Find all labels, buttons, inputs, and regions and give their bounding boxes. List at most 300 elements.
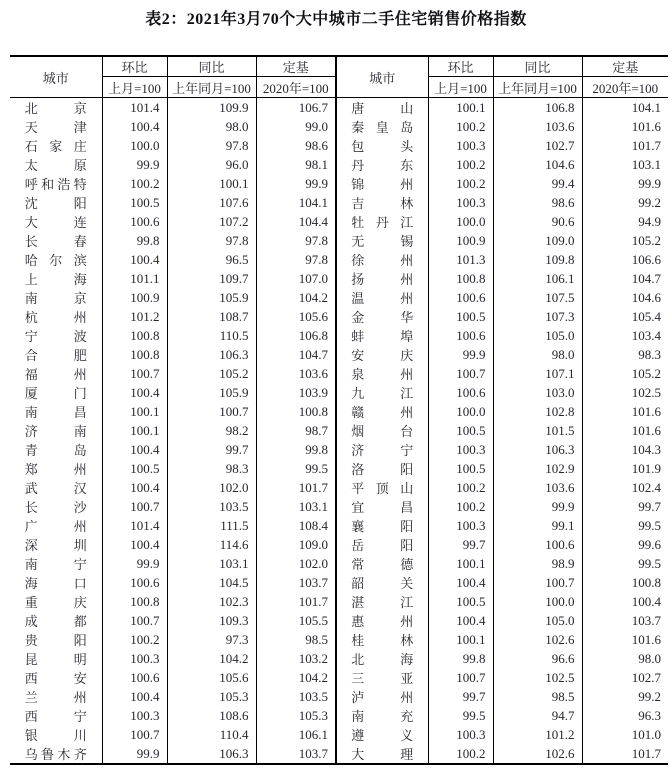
index-value-cell: 100.8	[428, 269, 493, 288]
index-value-cell: 100.2	[428, 744, 493, 764]
city-cell	[336, 326, 428, 345]
city-name: 平 顶 山	[351, 481, 414, 496]
index-value-cell: 108.4	[256, 516, 336, 535]
index-value-cell: 102.0	[256, 554, 336, 573]
index-value-cell: 100.1	[428, 630, 493, 649]
city-name: 洛 阳	[351, 462, 414, 477]
city-cell	[336, 98, 428, 118]
index-value-cell: 107.0	[256, 269, 336, 288]
index-value-cell: 100.3	[428, 136, 493, 155]
city-cell	[10, 554, 102, 573]
city-cell	[336, 193, 428, 212]
city-cell	[10, 516, 102, 535]
index-value-cell: 98.2	[167, 421, 256, 440]
index-value-cell: 99.7	[167, 440, 256, 459]
index-value-cell: 103.5	[256, 687, 336, 706]
city-name: 大 连	[24, 215, 87, 230]
index-value-cell: 104.6	[631, 289, 661, 305]
city-cell	[10, 573, 102, 592]
index-value-cell: 100.2	[102, 174, 167, 193]
city-name: 长 春	[24, 234, 87, 249]
index-value-cell: 99.9	[102, 744, 167, 764]
index-value-cell: 103.6	[493, 117, 582, 136]
index-value-cell: 100.6	[428, 326, 493, 345]
index-value-cell: 103.7	[256, 744, 336, 764]
city-cell	[336, 497, 428, 516]
index-value-cell: 100.4	[102, 117, 167, 136]
city-name: 西 宁	[24, 709, 87, 724]
city-cell	[336, 535, 428, 554]
index-value-cell: 97.3	[167, 630, 256, 649]
index-value-cell: 106.1	[256, 725, 336, 744]
index-value-cell: 103.1	[167, 554, 256, 573]
mom-base-label-left: 上月=100	[102, 77, 167, 98]
index-value-cell: 98.0	[493, 345, 582, 364]
city-name: 三 亚	[351, 671, 414, 686]
index-value-cell: 106.1	[493, 269, 582, 288]
index-value-cell: 111.5	[167, 516, 256, 535]
city-name: 惠 州	[351, 614, 414, 629]
city-cell	[336, 117, 428, 136]
index-value-cell: 96.5	[167, 250, 256, 269]
table-row	[10, 649, 668, 668]
index-value-cell: 101.5	[493, 421, 582, 440]
city-name: 蚌 埠	[351, 329, 414, 344]
index-value-cell: 99.7	[638, 498, 661, 514]
city-name: 九 江	[351, 386, 414, 401]
index-value-cell: 103.1	[631, 156, 661, 172]
index-value-cell: 100.3	[428, 440, 493, 459]
index-value-cell: 100.3	[102, 649, 167, 668]
index-value-cell: 99.8	[428, 649, 493, 668]
index-value-cell: 107.3	[493, 307, 582, 326]
table-row	[10, 250, 668, 269]
table-row	[10, 345, 668, 364]
index-value-cell: 103.2	[256, 649, 336, 668]
city-name: 郑 州	[24, 462, 87, 477]
city-name: 大 理	[351, 747, 414, 762]
index-value-cell: 110.4	[167, 725, 256, 744]
city-cell	[10, 497, 102, 516]
table-row	[10, 364, 668, 383]
city-cell	[336, 421, 428, 440]
index-value-cell: 108.7	[167, 307, 256, 326]
index-value-cell: 105.4	[631, 308, 661, 324]
table-row	[10, 611, 668, 630]
index-value-cell: 101.7	[256, 592, 336, 611]
city-name: 上 海	[24, 272, 87, 287]
table-row	[10, 459, 668, 478]
mom-group-header-left: 环比	[102, 56, 167, 77]
city-cell	[10, 117, 102, 136]
index-value-cell: 99.2	[638, 194, 661, 210]
index-value-cell: 99.9	[428, 345, 493, 364]
index-value-cell: 99.7	[428, 687, 493, 706]
city-cell	[10, 326, 102, 345]
index-value-cell: 100.8	[102, 326, 167, 345]
index-value-cell: 99.6	[638, 536, 661, 552]
index-value-cell: 100.4	[102, 383, 167, 402]
city-cell	[336, 687, 428, 706]
index-value-cell: 101.4	[102, 98, 167, 118]
city-cell	[10, 250, 102, 269]
index-value-cell: 103.6	[493, 478, 582, 497]
index-value-cell: 101.7	[256, 478, 336, 497]
index-value-cell: 102.7	[631, 669, 661, 685]
table-row	[10, 383, 668, 402]
index-value-cell: 100.1	[102, 421, 167, 440]
index-value-cell: 99.9	[102, 554, 167, 573]
index-value-cell: 100.2	[428, 478, 493, 497]
index-value-cell: 103.7	[256, 573, 336, 592]
index-value-cell: 99.0	[256, 117, 336, 136]
index-value-cell: 102.3	[167, 592, 256, 611]
city-cell	[10, 98, 102, 118]
index-value-cell: 104.3	[631, 441, 661, 457]
index-value-cell: 100.2	[428, 497, 493, 516]
city-name: 长 沙	[24, 500, 87, 515]
city-cell	[336, 155, 428, 174]
index-value-cell: 101.2	[493, 725, 582, 744]
index-value-cell: 105.6	[167, 668, 256, 687]
index-value-cell: 101.2	[102, 307, 167, 326]
index-value-cell: 100.4	[102, 250, 167, 269]
index-value-cell: 100.9	[102, 288, 167, 307]
table-row	[10, 402, 668, 421]
index-value-cell: 100.7	[493, 573, 582, 592]
city-cell	[10, 288, 102, 307]
city-name: 包 头	[351, 139, 414, 154]
city-cell	[10, 744, 102, 764]
city-name: 呼 和 浩 特	[24, 177, 87, 192]
index-value-cell: 105.5	[256, 611, 336, 630]
index-value-cell: 100.1	[102, 402, 167, 421]
index-value-cell: 105.9	[167, 288, 256, 307]
index-value-cell: 102.0	[167, 478, 256, 497]
index-value-cell: 101.3	[428, 250, 493, 269]
index-value-cell: 107.1	[493, 364, 582, 383]
city-cell	[336, 706, 428, 725]
index-value-cell: 98.3	[167, 459, 256, 478]
index-value-cell: 100.3	[428, 193, 493, 212]
city-name: 广 州	[24, 519, 87, 534]
city-name: 杭 州	[24, 310, 87, 325]
city-name: 岳 阳	[351, 538, 414, 553]
city-cell	[10, 611, 102, 630]
index-value-cell: 100.1	[428, 98, 493, 118]
city-cell	[336, 231, 428, 250]
index-value-cell: 101.9	[631, 460, 661, 476]
index-value-cell: 98.1	[256, 155, 336, 174]
index-value-cell: 104.2	[167, 649, 256, 668]
index-value-cell: 97.8	[167, 231, 256, 250]
table-row	[10, 421, 668, 440]
city-cell	[336, 402, 428, 421]
base-group-header-left: 定基	[256, 56, 336, 77]
index-value-cell: 97.8	[256, 250, 336, 269]
index-value-cell: 100.5	[428, 459, 493, 478]
index-value-cell: 105.3	[256, 706, 336, 725]
city-cell	[10, 307, 102, 326]
city-cell	[10, 364, 102, 383]
index-value-cell: 109.7	[167, 269, 256, 288]
index-value-cell: 107.2	[167, 212, 256, 231]
city-cell	[336, 440, 428, 459]
yoy-group-header-left: 同比	[167, 56, 256, 77]
city-cell	[10, 136, 102, 155]
index-value-cell: 103.9	[256, 383, 336, 402]
index-value-cell: 109.0	[493, 231, 582, 250]
index-value-cell: 105.2	[631, 232, 661, 248]
index-value-cell: 100.8	[631, 574, 661, 590]
index-value-cell: 100.4	[102, 687, 167, 706]
city-name: 南 宁	[24, 557, 87, 572]
city-name: 深 圳	[24, 538, 87, 553]
index-value-cell: 100.5	[428, 421, 493, 440]
city-cell	[336, 459, 428, 478]
index-value-cell: 105.2	[631, 365, 661, 381]
index-value-cell: 101.6	[631, 403, 661, 419]
yoy-base-label-left: 上年同月=100	[167, 77, 256, 98]
index-value-cell: 103.4	[631, 327, 661, 343]
index-value-cell: 94.7	[493, 706, 582, 725]
index-value-cell: 103.7	[631, 612, 661, 628]
city-name: 海 口	[24, 576, 87, 591]
index-value-cell: 94.9	[638, 213, 661, 229]
index-value-cell: 106.3	[167, 744, 256, 764]
index-value-cell: 102.6	[493, 630, 582, 649]
table-row	[10, 440, 668, 459]
index-value-cell: 100.7	[428, 364, 493, 383]
index-value-cell: 100.0	[428, 402, 493, 421]
city-name: 锦 州	[351, 177, 414, 192]
city-cell	[336, 478, 428, 497]
city-cell	[336, 345, 428, 364]
index-value-cell: 105.0	[493, 326, 582, 345]
index-value-cell: 99.5	[428, 706, 493, 725]
index-value-cell: 106.3	[493, 440, 582, 459]
index-value-cell: 106.8	[256, 326, 336, 345]
index-value-cell: 99.9	[256, 174, 336, 193]
index-value-cell: 96.0	[167, 155, 256, 174]
city-cell	[336, 573, 428, 592]
index-value-cell: 108.6	[167, 706, 256, 725]
index-value-cell: 98.0	[638, 650, 661, 666]
index-value-cell: 101.7	[631, 137, 661, 153]
city-cell	[10, 345, 102, 364]
index-value-cell: 100.5	[102, 193, 167, 212]
city-name: 厦 门	[24, 386, 87, 401]
city-name: 唐 山	[351, 101, 414, 116]
index-value-cell: 100.4	[428, 573, 493, 592]
city-name: 乌 鲁 木 齐	[24, 747, 87, 762]
city-cell	[336, 212, 428, 231]
index-value-cell: 102.5	[631, 384, 661, 400]
index-value-cell: 102.9	[493, 459, 582, 478]
city-cell	[336, 174, 428, 193]
index-value-cell: 102.8	[493, 402, 582, 421]
table-row	[10, 744, 668, 764]
index-value-cell: 106.7	[256, 98, 336, 118]
index-value-cell: 100.5	[428, 592, 493, 611]
index-value-cell: 104.5	[167, 573, 256, 592]
mom-group-header-right: 环比	[428, 56, 493, 77]
index-value-cell: 100.8	[102, 592, 167, 611]
city-cell	[336, 611, 428, 630]
city-name: 桂 林	[351, 633, 414, 648]
index-value-cell: 104.6	[493, 155, 582, 174]
index-value-cell: 99.2	[638, 688, 661, 704]
index-value-cell: 97.8	[167, 136, 256, 155]
index-value-cell: 101.6	[631, 422, 661, 438]
city-column-header-left: 城市	[10, 56, 102, 98]
city-cell	[10, 630, 102, 649]
city-cell	[336, 554, 428, 573]
index-value-cell: 109.9	[167, 98, 256, 118]
index-value-cell: 105.9	[167, 383, 256, 402]
city-name: 合 肥	[24, 348, 87, 363]
city-cell	[336, 250, 428, 269]
index-value-cell: 100.9	[428, 231, 493, 250]
index-value-cell: 98.9	[493, 554, 582, 573]
index-value-cell: 90.6	[493, 212, 582, 231]
city-column-header-right: 城市	[336, 56, 428, 98]
index-value-cell: 100.6	[428, 288, 493, 307]
table-header	[10, 56, 668, 98]
city-name: 昆 明	[24, 652, 87, 667]
index-value-cell: 104.2	[256, 668, 336, 687]
city-cell	[10, 535, 102, 554]
city-name: 遵 义	[351, 728, 414, 743]
index-value-cell: 100.6	[102, 212, 167, 231]
city-cell	[336, 269, 428, 288]
index-value-cell: 99.9	[102, 155, 167, 174]
city-name: 青 岛	[24, 443, 87, 458]
index-value-cell: 100.3	[102, 706, 167, 725]
yoy-group-header-right: 同比	[493, 56, 582, 77]
city-cell	[10, 402, 102, 421]
city-cell	[10, 649, 102, 668]
index-value-cell: 105.6	[256, 307, 336, 326]
index-value-cell: 102.4	[631, 479, 661, 495]
index-value-cell: 100.8	[102, 345, 167, 364]
city-name: 武 汉	[24, 481, 87, 496]
index-value-cell: 100.2	[428, 117, 493, 136]
city-cell	[10, 212, 102, 231]
city-name: 银 川	[24, 728, 87, 743]
index-value-cell: 100.7	[102, 725, 167, 744]
city-name: 吉 林	[351, 196, 414, 211]
index-value-cell: 99.8	[256, 440, 336, 459]
city-cell	[10, 421, 102, 440]
index-value-cell: 100.8	[256, 402, 336, 421]
index-value-cell: 104.7	[256, 345, 336, 364]
index-value-cell: 100.6	[428, 383, 493, 402]
index-value-cell: 100.2	[102, 630, 167, 649]
city-name: 温 州	[351, 291, 414, 306]
city-name: 福 州	[24, 367, 87, 382]
city-name: 常 德	[351, 557, 414, 572]
city-name: 湛 江	[351, 595, 414, 610]
city-cell	[10, 231, 102, 250]
index-value-cell: 100.7	[102, 611, 167, 630]
index-value-cell: 98.5	[256, 630, 336, 649]
table-row	[10, 706, 668, 725]
index-value-cell: 100.3	[428, 516, 493, 535]
table-row	[10, 174, 668, 193]
table-row	[10, 117, 668, 136]
table-row	[10, 573, 668, 592]
index-value-cell: 103.1	[256, 497, 336, 516]
index-value-cell: 98.3	[638, 346, 661, 362]
city-name: 沈 阳	[24, 196, 87, 211]
base-base-label-left: 2020年=100	[256, 77, 336, 98]
table-row	[10, 136, 668, 155]
table-row	[10, 326, 668, 345]
table-row	[10, 592, 668, 611]
city-name: 重 庆	[24, 595, 87, 610]
table-body	[10, 98, 668, 765]
index-value-cell: 103.5	[167, 497, 256, 516]
city-name: 襄 阳	[351, 519, 414, 534]
city-name: 宜 昌	[351, 500, 414, 515]
city-cell	[336, 744, 428, 764]
index-value-cell: 100.1	[167, 174, 256, 193]
city-name: 泸 州	[351, 690, 414, 705]
city-name: 天 津	[24, 120, 87, 135]
index-value-cell: 99.5	[638, 517, 661, 533]
city-name: 贵 阳	[24, 633, 87, 648]
index-value-cell: 98.5	[493, 687, 582, 706]
city-cell	[10, 478, 102, 497]
city-cell	[10, 592, 102, 611]
city-name: 西 安	[24, 671, 87, 686]
index-value-cell: 99.7	[428, 535, 493, 554]
table-title: 表2：2021年3月70个大中城市二手住宅销售价格指数	[145, 11, 527, 28]
city-name: 金 华	[351, 310, 414, 325]
table-row	[10, 98, 668, 118]
city-name: 北 海	[351, 652, 414, 667]
city-name: 徐 州	[351, 253, 414, 268]
table-row	[10, 212, 668, 231]
city-cell	[336, 592, 428, 611]
city-cell	[336, 649, 428, 668]
city-name: 济 宁	[351, 443, 414, 458]
table-row	[10, 725, 668, 744]
city-name: 无 锡	[351, 234, 414, 249]
index-value-cell: 101.1	[102, 269, 167, 288]
index-value-cell: 99.8	[102, 231, 167, 250]
index-value-cell: 100.3	[428, 725, 493, 744]
index-value-cell: 101.6	[631, 631, 661, 647]
index-value-cell: 99.5	[256, 459, 336, 478]
index-value-cell: 103.0	[493, 383, 582, 402]
index-value-cell: 100.2	[428, 155, 493, 174]
table-row	[10, 269, 668, 288]
index-value-cell: 100.7	[102, 364, 167, 383]
city-name: 泉 州	[351, 367, 414, 382]
index-value-cell: 100.7	[428, 668, 493, 687]
city-name: 韶 关	[351, 576, 414, 591]
index-value-cell: 100.6	[102, 668, 167, 687]
table-row	[10, 535, 668, 554]
base-group-header-right: 定基	[582, 56, 668, 77]
index-value-cell: 100.4	[102, 535, 167, 554]
index-value-cell: 98.6	[493, 193, 582, 212]
table-row	[10, 554, 668, 573]
index-value-cell: 114.6	[167, 535, 256, 554]
city-name: 宁 波	[24, 329, 87, 344]
